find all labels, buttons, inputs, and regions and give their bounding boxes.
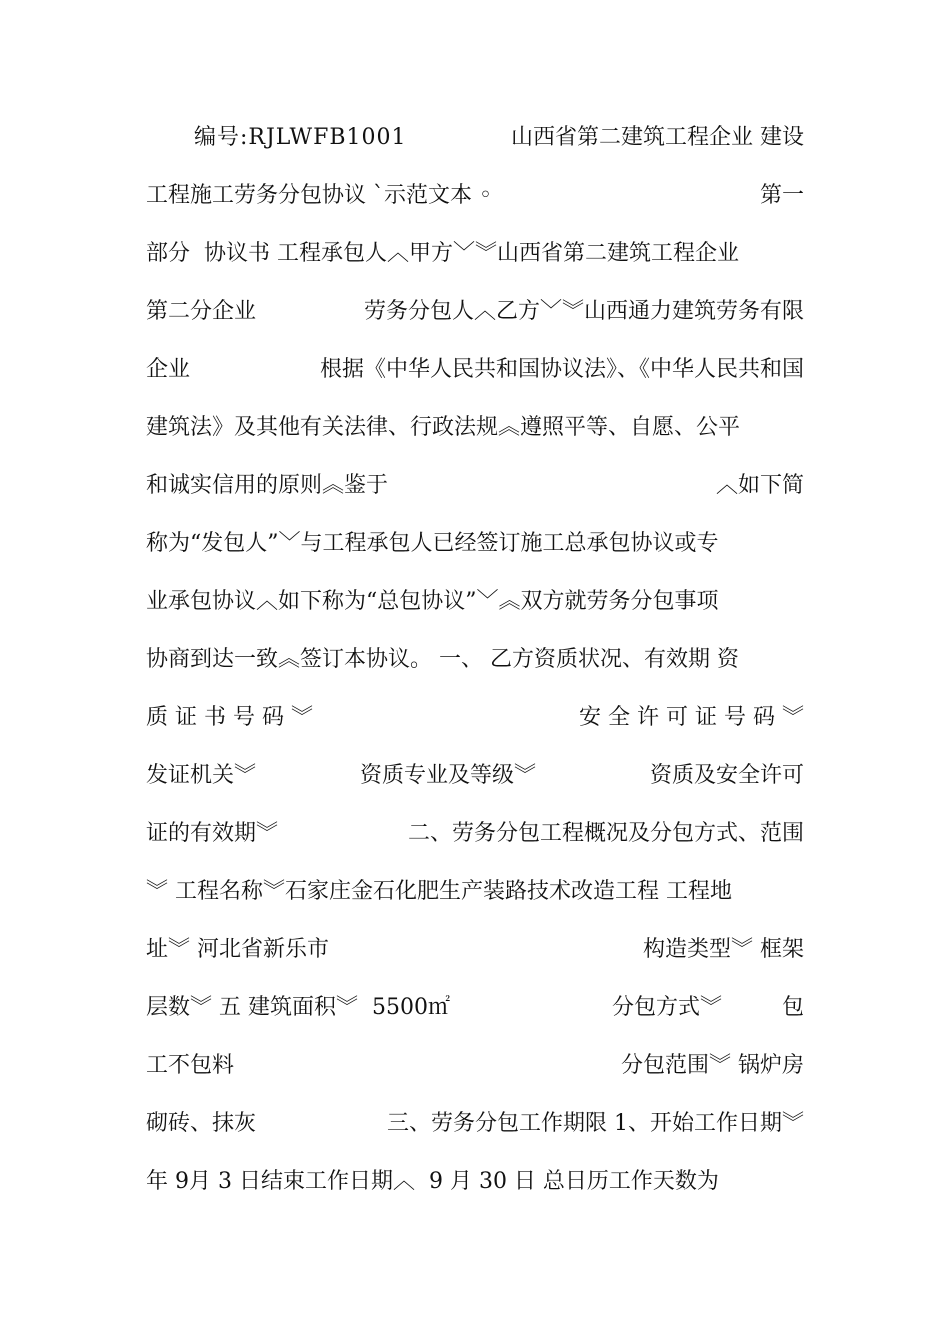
legal-basis-continued: 建筑法》及其他有关法律、行政法规︽遵照平等、自愿、公平 <box>146 415 741 440</box>
text-line-16 <box>146 992 804 1024</box>
section-two-heading: 二、劳务分包工程概况及分包方式、范围 <box>407 821 804 846</box>
document-number: 编号:RJLWFB1001 <box>194 125 407 150</box>
agreement-and-section-one: 协商到达一致︽签订本协议。 一、 乙方资质状况、有效期 资 <box>146 647 739 672</box>
labor-only-text: 工不包料 <box>146 1053 235 1078</box>
scope-work-items: 砌砖、抹灰 <box>146 1111 257 1136</box>
floors-and-area: 层数︾ 五 建筑面积︾ 5500㎡ <box>146 995 450 1020</box>
subcontractor-party: 劳务分包人︿乙方﹀︾山西通力建筑劳务有限 <box>363 299 804 324</box>
text-line-14 <box>146 876 804 908</box>
text-line-3 <box>146 238 804 270</box>
text-line-7 <box>146 470 804 502</box>
project-name-line: ︾ 工程名称︾石家庄金石化肥生产装路技术改造工程 工程地 <box>146 879 732 904</box>
text-line-18 <box>146 1108 804 1140</box>
subcontract-scope: 分包范围︾ 锅炉房 <box>621 1053 804 1078</box>
abbreviation-text: ︿如下简 <box>715 473 804 498</box>
section-heading-part: 第一 <box>759 183 804 208</box>
contract-relation-continued: 业承包协议︿如下称为“总包协议”﹀︽双方就劳务分包事项 <box>146 589 719 614</box>
qualification-cert-label: 质 证 书 号 码 ︾ <box>146 705 313 730</box>
text-line-17 <box>146 1050 804 1082</box>
text-line-9 <box>146 586 804 618</box>
subcontract-method-value: 包 <box>781 995 804 1020</box>
text-line-2 <box>146 180 804 212</box>
text-line-12 <box>146 760 804 792</box>
text-line-1 <box>146 122 804 154</box>
work-period-dates: 年 9月 3 日结束工作日期︿ 9 月 30 日 总日历工作天数为 <box>146 1169 719 1194</box>
contract-parties: 部分 协议书 工程承包人︿甲方﹀︾山西省第二建筑工程企业 <box>146 241 739 266</box>
qualification-safety-label: 资质及安全许可 <box>649 763 804 788</box>
text-line-11 <box>146 702 804 734</box>
text-line-4 <box>146 296 804 328</box>
validity-label: 证的有效期︾ <box>146 821 279 846</box>
safety-permit-label: 安 全 许 可 证 号 码 ︾ <box>579 705 804 730</box>
principle-text: 和诚实信用的原则︽鉴于 <box>146 473 389 498</box>
text-line-6 <box>146 412 804 444</box>
title-text: 山西省第二建筑工程企业 建设 <box>511 125 804 150</box>
text-line-10 <box>146 644 804 676</box>
issuing-authority-label: 发证机关︾ <box>146 763 257 788</box>
text-line-13 <box>146 818 804 850</box>
text-line-19 <box>146 1166 804 1198</box>
legal-basis: 根据《中华人民共和国协议法》、《中华人民共和国 <box>319 357 804 382</box>
structure-type: 构造类型︾ 框架 <box>643 937 804 962</box>
text-line-8 <box>146 528 804 560</box>
text-line-15 <box>146 934 804 966</box>
qualification-grade-label: 资质专业及等级︾ <box>360 763 537 788</box>
project-address: 址︾ 河北省新乐市 <box>146 937 329 962</box>
section-three-heading: 三、劳务分包工作期限 1、开始工作日期︾ <box>387 1111 804 1136</box>
text-line-5 <box>146 354 804 386</box>
subcontract-method-label: 分包方式︾ <box>612 995 723 1020</box>
title-continued: 工程施工劳务分包协议 `示范文本 ◦ <box>146 183 492 208</box>
contract-relation-text: 称为“发包人”﹀与工程承包人已经签订施工总承包协议或专 <box>146 531 719 556</box>
branch-name: 第二分企业 <box>146 299 257 324</box>
company-suffix: 企业 <box>146 357 191 382</box>
